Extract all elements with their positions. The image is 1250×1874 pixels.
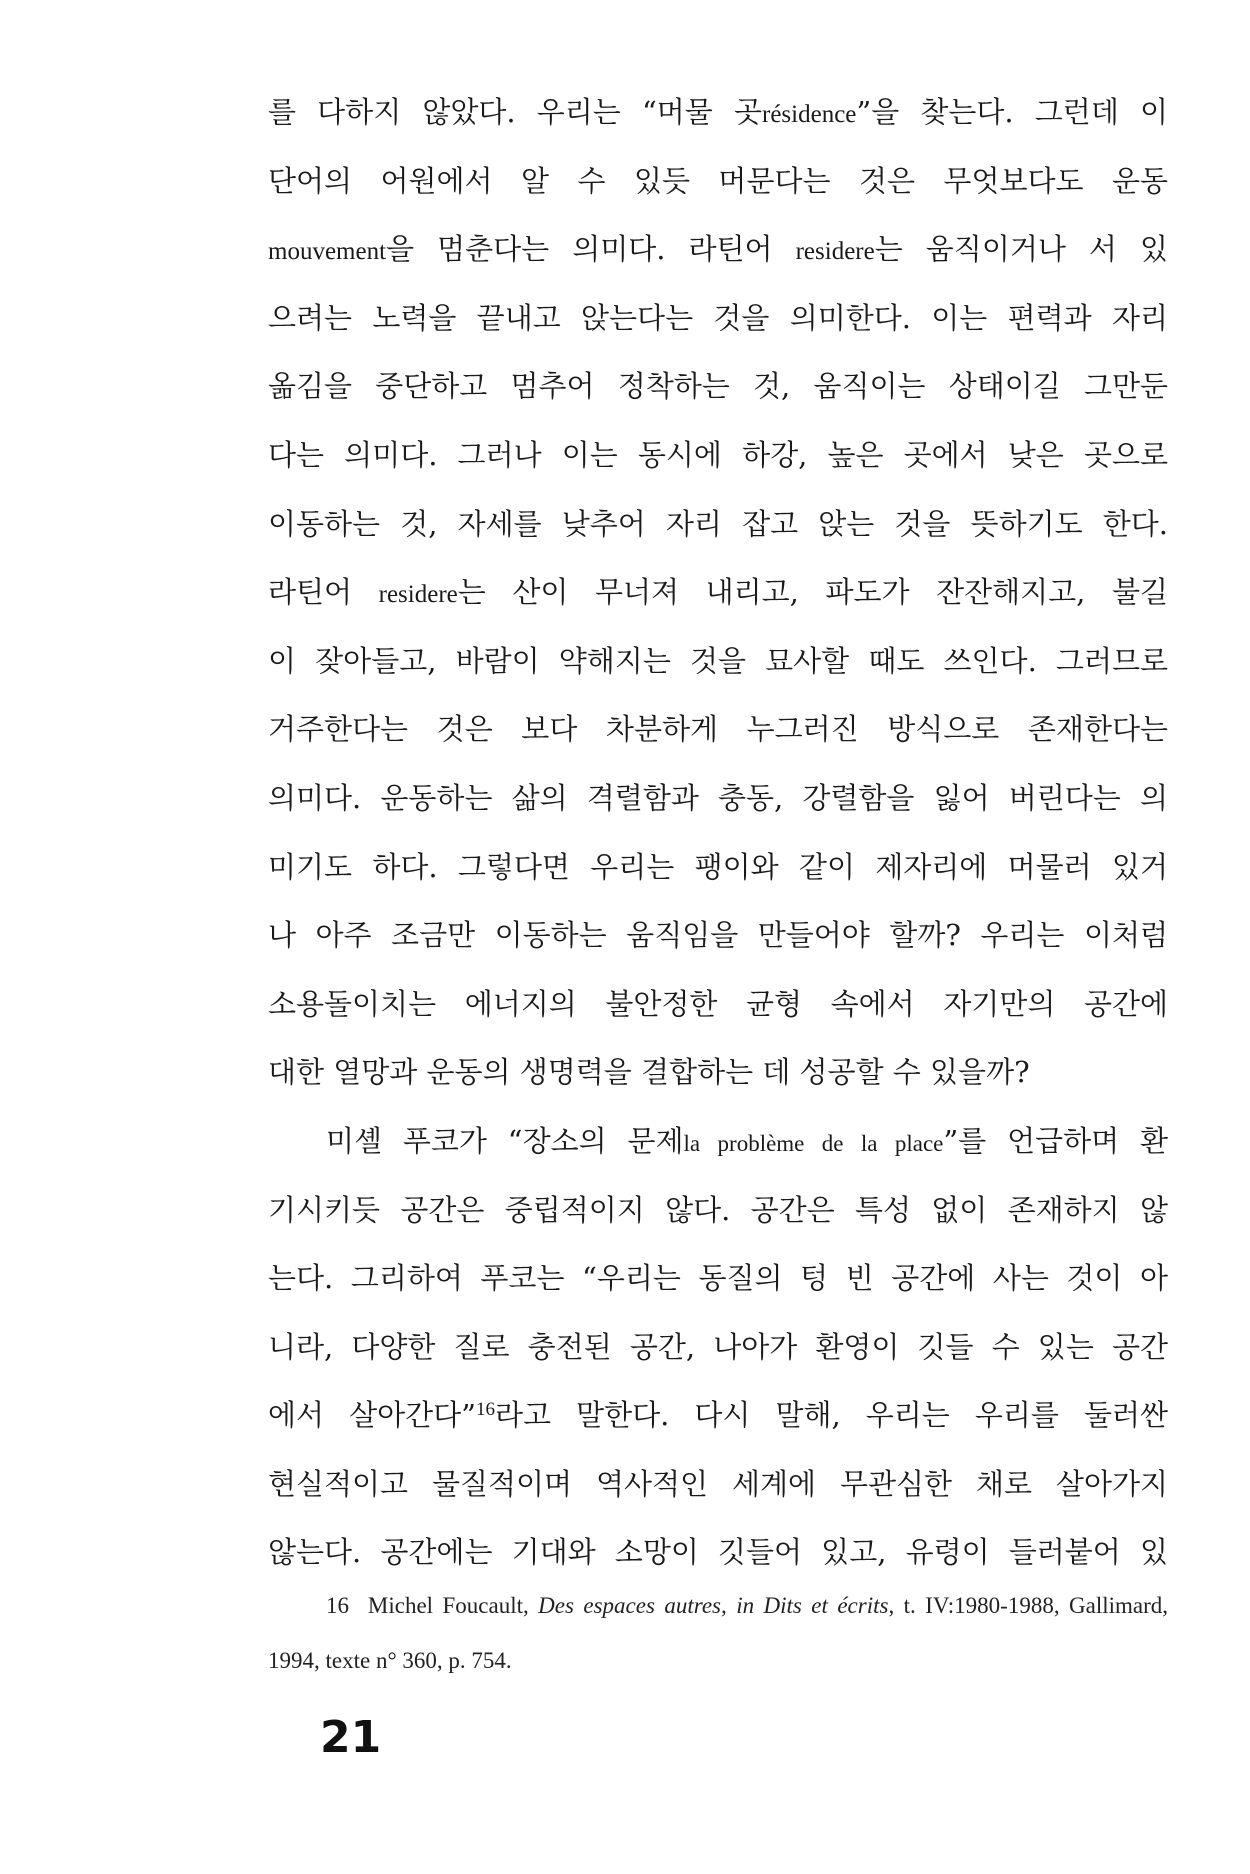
text-line: 는다. 그리하여 푸코는 “우리는 동질의 텅 빈 공간에 사는 것이 아: [268, 1261, 1168, 1296]
text-line: 에서 살아간다”$^{16}$라고 말한다. 다시 말해, 우리는 우리를 둘러싼: [268, 1398, 1168, 1433]
text-line: 현실적이고 물질적이며 역사적인 세계에 무관심한 채로 살아가지: [268, 1466, 1168, 1501]
text-line: 소용돌이치는 에너지의 불안정한 균형 속에서 자기만의 공간에: [268, 986, 1168, 1021]
text-line: 으려는 노력을 끝내고 앉는다는 것을 의미한다. 이는 편력과 자리: [268, 300, 1168, 335]
text-line: 의미다. 운동하는 삶의 격렬함과 충동, 강렬함을 잃어 버린다는 의: [268, 780, 1168, 815]
text-line: 이 잦아들고, 바람이 약해지는 것을 묘사할 때도 쓰인다. 그러므로: [268, 643, 1168, 678]
text-line: mouvement을 멈춘다는 의미다. 라틴어 residere는 움직이거나 서 있: [268, 232, 1168, 267]
text-line: 거주한다는 것은 보다 차분하게 누그러진 방식으로 존재한다는: [268, 712, 1168, 747]
page-number: 21: [320, 1712, 382, 1763]
footnote: [268, 1578, 1168, 1688]
text-line: 기시키듯 공간은 중립적이지 않다. 공간은 특성 없이 존재하지 않: [268, 1192, 1168, 1227]
text-line: 나 아주 조금만 이동하는 움직임을 만들어야 할까? 우리는 이처럼: [268, 918, 1168, 953]
text-line: 니라, 다양한 질로 충전된 공간, 나아가 환영이 깃들 수 있는 공간: [268, 1329, 1168, 1364]
text-line: 미기도 하다. 그렇다면 우리는 팽이와 같이 제자리에 머물러 있거: [268, 849, 1168, 884]
paragraph-start-line: 미셸 푸코가 “장소의 문제la problème de la place”를 언급하며 환: [326, 1123, 1168, 1158]
text-line: 단어의 어원에서 알 수 있듯 머문다는 것은 무엇보다도 운동: [268, 163, 1168, 198]
body-text: [268, 78, 1168, 1587]
text-line: 이동하는 것, 자세를 낮추어 자리 잡고 앉는 것을 뜻하기도 한다.: [268, 506, 1168, 541]
text-line: 라틴어 residere는 산이 무너져 내리고, 파도가 잔잔해지고, 불길: [268, 575, 1169, 610]
footnote-title: Des espaces autres, in Dits et écrits: [538, 1593, 889, 1618]
footnote-line: 1994, texte n° 360, p. 754.: [268, 1648, 512, 1673]
footnote-number: 16: [326, 1593, 349, 1618]
text-line: 를 다하지 않았다. 우리는 “머물 곳résidence”을 찾는다. 그런데 이: [268, 95, 1169, 129]
text-line: 옮김을 중단하고 멈추어 정착하는 것, 움직이는 상태이길 그만둔: [268, 369, 1168, 404]
paragraph-end-line: 대한 열망과 운동의 생명력을 결합하는 데 성공할 수 있을까?: [268, 1055, 1030, 1090]
footnote-line: 16 Michel Foucault, Des espaces autres, in Dits et écrits, t. IV:1980-1988, Gallimard,: [326, 1593, 1169, 1618]
text-line: 다는 의미다. 그러나 이는 동시에 하강, 높은 곳에서 낮은 곳으로: [268, 437, 1168, 472]
text-line: 않는다. 공간에는 기대와 소망이 깃들어 있고, 유령이 들러붙어 있: [268, 1535, 1168, 1570]
footnote-ref: 16: [475, 1399, 495, 1421]
